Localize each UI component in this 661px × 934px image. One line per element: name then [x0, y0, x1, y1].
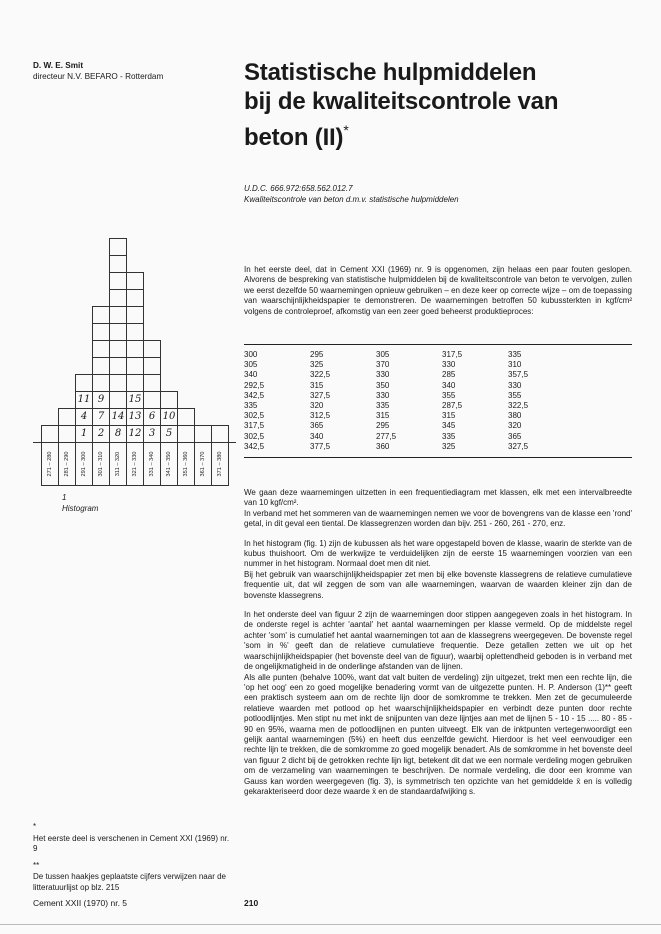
table-cell: 335: [376, 401, 390, 411]
class-label-text: 341 – 350: [166, 451, 172, 476]
table-cell: 327,5: [508, 441, 529, 451]
paragraph: Bij het gebruik van waarschijnlijkheidspapier zet men bij elke bovenste klassegrens de relatieve cumulatieve frequentie uit, dat wil zeggen de som van alle waarnemingen, waarvan de waarden kleiner zijn dan de bovenste klassegrens.: [244, 569, 632, 600]
table-cell: 315: [310, 380, 324, 390]
histogram-class-label: [109, 442, 127, 486]
table-cell: 277,5: [376, 431, 397, 441]
table-row: [244, 391, 632, 401]
paragraph: In verband met het sommeren van de waarnemingen nemen we voor de bovengrens van de klasse een 'rond' getal, in dit geval een tiental. De klassegrenzen worden dan bijv. 251 - 260, 261 - 270, enz.: [244, 508, 632, 529]
table-cell: 335: [244, 401, 258, 411]
histogram-cell: [126, 306, 144, 324]
histogram-cell: [126, 374, 144, 392]
udc-subject: Kwaliteitscontrole van beton d.m.v. statistische hulpmiddelen: [244, 195, 459, 204]
histogram-class-label: [143, 442, 161, 486]
class-label-text: 371 – 380: [217, 451, 223, 476]
footnote-mark: **: [33, 860, 40, 870]
histogram-cell: [109, 357, 127, 375]
histogram-cell: [109, 323, 127, 341]
table-cell: 327,5: [310, 390, 331, 400]
table-cell: 285: [442, 370, 456, 380]
journal-reference: Cement XXII (1970) nr. 5: [33, 898, 128, 908]
histogram-cell: [92, 306, 110, 324]
figure-title: Histogram: [62, 504, 99, 513]
histogram-number: 7: [97, 411, 105, 422]
histogram-cell: [109, 238, 127, 256]
table-cell: 305: [244, 360, 258, 370]
class-label-text: 361 – 370: [200, 451, 206, 476]
histogram-number: 11: [77, 394, 91, 405]
table-row: [244, 345, 632, 361]
paragraph: Als alle punten (behalve 100%, want dat valt buiten de verdeling) zijn uitgezet, trekt men een rechte lijn, die 'op het oog' een zo goed mogelijke benadering vormt van de uitgezette punten. H. P. Anderson (1)** geeft een praktisch systeem aan om de rechte lijn door de somkromme te trekken. Men zet de gecumuleerde relatieve waarden met potlood op het waarschijnlijkheidspapier en verbindt deze punten door rechte potloodlijntjes. Men stipt nu met inkt de snijpunten van deze lijntjes aan met de lijnen 5 - 10 - 15 ..... 80 - 85 - 90 en 95%, waarna men de potloodlijnen en punten uitveegt. Elk van de inktpunten vertegenwoordigt een gelijk aantal waarnemingen (5%) en heeft dus eenzelfde gewicht. Hierdoor is het veel eenvoudiger een rechte lijn te trekken, die de somkromme zo goed mogelijk benadert. Als de somkromme in het bovenste deel van figuur 2 dicht bij de getrokken rechte lijn ligt, betekent dit dat we een normale verdeling mogen gebruiken om de verzameling van waarnemingen te beschrijven. De normale verdeling, die door een kromme van Gauss kan worden weergegeven (fig. 3), is symmetrisch ten opzichte van het gemiddelde x̄ en is volledig gekarakteriseerd door deze waarde x̄ en de standaardafwijking s.: [244, 672, 632, 796]
table-cell: 355: [508, 390, 522, 400]
histogram-cell: [109, 374, 127, 392]
histogram-number: 2: [97, 428, 105, 439]
table-cell: 302,5: [244, 411, 265, 421]
histogram-cell: [143, 340, 161, 358]
intro-paragraph: In het eerste deel, dat in Cement XXI (1969) nr. 9 is opgenomen, zijn helaas een paar fouten geslopen. Alvorens de bespreking van statistische hulpmiddelen bij de kwaliteitscontrole van beton te vervolgen, zullen we eerst dezelfde 50 waarnemingen opnieuw gebruiken – en deze keer op correcte wijze – om de toepassing van waarschijnlijkheidspapier te demonstreren. De waarnemingen betroffen 50 kubussterkten in kgf/cm² volgens de controleproef, afkomstig van een zeer goed beheerst produktieproces:: [244, 265, 632, 316]
histogram-cell: [177, 425, 195, 443]
class-label-text: 311 – 320: [115, 451, 121, 476]
class-label-text: 321 – 330: [132, 451, 138, 476]
class-label-text: 301 – 310: [98, 451, 104, 476]
table-cell: 335: [442, 431, 456, 441]
table-cell: 355: [442, 390, 456, 400]
table-cell: 295: [310, 350, 324, 359]
author-block: [33, 60, 243, 82]
histogram-class-label: [177, 442, 195, 486]
title-footnote-mark: *: [343, 122, 349, 138]
class-label-text: 351 – 360: [183, 451, 189, 476]
histogram-number: 10: [162, 411, 176, 422]
histogram-cell: [126, 357, 144, 375]
table-row: [244, 381, 632, 391]
histogram-cell: [126, 323, 144, 341]
table-cell: 350: [376, 380, 390, 390]
intro-text: [244, 265, 632, 317]
histogram-number: 8: [114, 428, 122, 439]
histogram-number: 12: [128, 428, 142, 439]
histogram-cell: [92, 323, 110, 341]
title-line-2: bij de kwaliteitscontrole van: [244, 88, 559, 115]
histogram-cell: [143, 357, 161, 375]
histogram-cell: [177, 408, 195, 426]
table-cell: 312,5: [310, 411, 331, 421]
histogram-baseline: [33, 442, 236, 443]
table-cell: 310: [508, 360, 522, 370]
histogram-cell: [143, 391, 161, 409]
histogram-class-label: [211, 442, 229, 486]
table-cell: 335: [508, 350, 522, 359]
table-cell: 342,5: [244, 441, 265, 451]
table-cell: 292,5: [244, 380, 265, 390]
class-label-text: 271 – 280: [47, 451, 53, 476]
histogram-cell: [109, 340, 127, 358]
page-number: 210: [244, 898, 259, 908]
table-cell: 322,5: [508, 401, 529, 411]
histogram-cell: [92, 340, 110, 358]
histogram-class-label: [41, 442, 59, 486]
table-cell: 315: [376, 411, 390, 421]
histogram-number: 5: [165, 428, 173, 439]
table-cell: 320: [310, 401, 324, 411]
footnote-text: De tussen haakjes geplaatste cijfers verwijzen naar de litteratuurlijst op blz. 215: [33, 872, 226, 892]
footnote-mark: *: [33, 822, 37, 831]
histogram-number: 4: [80, 411, 88, 422]
histogram-cell: [160, 391, 178, 409]
histogram-cell: [109, 306, 127, 324]
paragraph: We gaan deze waarnemingen uitzetten in een frequentiediagram met klassen, elk met een intervalbreedte van 10 kgf/cm².: [244, 488, 632, 508]
table-cell: 330: [508, 380, 522, 390]
paragraph: In het onderste deel van figuur 2 zijn de waarnemingen door stippen aangegeven zoals in het histogram. In de onderste regel is achter 'aantal' het aantal waarnemingen per klasse vermeld. Op de middelste regel achter 'som' is cumulatief het aantal waarnemingen tot aan de klassegrens weergegeven. De bovenste regel 'som in %' geeft dan de relatieve cumulatieve frequentie. Deze getallen zetten we uit op het waarschijnlijkheidspapier (het bovenste deel van de figuur), waarbij oplettendheid geboden is in verband met de ongelijkmatigheid in de onderlinge afstanden van de lijnen.: [244, 610, 632, 672]
histogram-cell: [41, 425, 59, 443]
article-title: [244, 58, 644, 152]
table-row: [244, 442, 632, 458]
measurements-table: [244, 344, 632, 458]
table-cell: 330: [376, 370, 390, 380]
table-row: [244, 401, 632, 411]
histogram-class-label: [194, 442, 212, 486]
table-cell: 317,5: [244, 421, 265, 431]
table-row: [244, 411, 632, 421]
histogram-class-label: [126, 442, 144, 486]
histogram-cell: [109, 391, 127, 409]
table-cell: 315: [442, 411, 456, 421]
author-role: directeur N.V. BEFARO - Rotterdam: [33, 72, 164, 81]
table-cell: 302,5: [244, 431, 265, 441]
table-cell: 330: [376, 390, 390, 400]
table-cell: 340: [244, 370, 258, 380]
table-cell: 340: [310, 431, 324, 441]
histogram-cell: [211, 425, 229, 443]
table-cell: 287,5: [442, 401, 463, 411]
udc-block: [244, 183, 644, 205]
histogram-cell: [194, 425, 212, 443]
table-cell: 330: [442, 360, 456, 370]
histogram-cell: [143, 374, 161, 392]
table-row: [244, 360, 632, 370]
table-cell: 380: [508, 411, 522, 421]
class-label-text: 331 – 340: [149, 451, 155, 476]
table-cell: 325: [442, 441, 456, 451]
class-label-text: 291 – 300: [81, 451, 87, 476]
table-cell: 370: [376, 360, 390, 370]
histogram-cell: [109, 272, 127, 290]
title-line-3-text: beton (II): [244, 124, 344, 151]
table-cell: 342,5: [244, 390, 265, 400]
footnote-text: Het eerste deel is verschenen in Cement XXI (1969) nr. 9: [33, 833, 230, 853]
histogram-class-label: [160, 442, 178, 486]
table-row: [244, 370, 632, 380]
histogram-cell: [75, 374, 93, 392]
table-cell: 325: [310, 360, 324, 370]
table-cell: 360: [376, 441, 390, 451]
histogram-number: 9: [97, 394, 105, 405]
table-cell: 320: [508, 421, 522, 431]
histogram-cell: [58, 425, 76, 443]
table-cell: 317,5: [442, 350, 463, 359]
footnotes: [33, 822, 233, 899]
title-line-3: [244, 116, 644, 152]
histogram-cell: [109, 289, 127, 307]
table-cell: 357,5: [508, 370, 529, 380]
table-cell: 365: [310, 421, 324, 431]
histogram-class-label: [58, 442, 76, 486]
class-label-text: 281 – 290: [64, 451, 70, 476]
author-name: D. W. E. Smit: [33, 61, 84, 70]
histogram-number: 3: [148, 428, 156, 439]
table-cell: 377,5: [310, 441, 331, 451]
table-cell: 295: [376, 421, 390, 431]
histogram-class-label: [92, 442, 110, 486]
table-cell: 322,5: [310, 370, 331, 380]
histogram-cell: [92, 357, 110, 375]
histogram-number: 15: [128, 394, 142, 405]
table-cell: 340: [442, 380, 456, 390]
title-line-1: Statistische hulpmiddelen: [244, 59, 537, 86]
histogram-class-label: [75, 442, 93, 486]
histogram-number: 1: [80, 428, 88, 439]
paragraph: In het histogram (fig. 1) zijn de kubussen als het ware opgestapeld boven de klasse, waarin de sterkte van de kubus thuishoort. Om de werkwijze te verduidelijken zijn de eerste 15 waarnemingen voorzien van een nummer in het histogram. Normaal doet men dit niet.: [244, 538, 632, 569]
histogram-number: 6: [148, 411, 156, 422]
histogram-cell: [109, 255, 127, 273]
footer-rule: [0, 924, 661, 925]
figure-caption: [62, 492, 98, 514]
histogram-number: 14: [111, 411, 125, 422]
histogram-figure: [33, 258, 235, 490]
histogram-number: 13: [128, 411, 142, 422]
histogram-cell: [126, 289, 144, 307]
table-row: [244, 432, 632, 442]
udc-code: U.D.C. 666.972:658.562.012.7: [244, 184, 353, 193]
histogram-cell: [126, 272, 144, 290]
table-cell: 345: [442, 421, 456, 431]
histogram-cell: [92, 374, 110, 392]
table-cell: 305: [376, 350, 390, 359]
histogram-cell: [126, 340, 144, 358]
table-row: [244, 421, 632, 431]
table-cell: 365: [508, 431, 522, 441]
table-cell: 300: [244, 350, 258, 359]
figure-number: 1: [62, 493, 67, 502]
histogram-cell: [58, 408, 76, 426]
main-text: [244, 488, 632, 806]
